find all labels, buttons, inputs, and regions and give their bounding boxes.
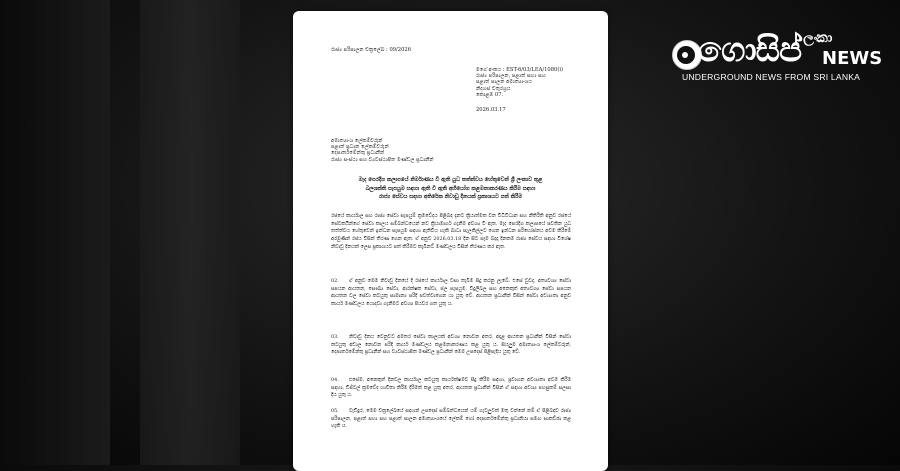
paragraph-3 <box>331 334 571 357</box>
paragraph-4 <box>331 377 571 400</box>
paragraph-number: 02. <box>331 278 339 284</box>
document-title <box>328 176 573 202</box>
paragraph-text: ඒ අනුව මෙම නිවාඩු දිනයේ දී රජයේ කාර්යාල වසා තැබීම සිදු කරනු ලැබේ. එසේ වුවද, අත්‍යවශ්‍ය සේවා සපයන ආයතන, සෞඛ්‍ය සේවා, ආරක්ෂක සේවා, ජල සැපයුම, විදුලිබල සහ අනෙකුත් අත්‍යවශ්‍ය සේවා සපයන ආයතන වල සේවා කටයුතු සාමාන්‍ය පරිදි පවත්වාගෙන යා යුතු වේ. ආයතන ප්‍රධානීන් විසින් සේවා අවශ්‍යතා අනුව කාර්ය මණ්ඩලය යොදවා ගැනීමට අවශ්‍ය පියවර ගත යුතු ය. <box>331 278 571 308</box>
paragraph-number: 04. <box>331 377 339 383</box>
addressee-block <box>331 138 434 163</box>
addressee-line: දෙපාර්තමේන්තු ප්‍රධානීන් <box>331 150 385 157</box>
paragraph-text: නිවාඩු දිනය වෙනුවට අමතර සේවා කාලයක් අවශ්‍ය නොවන අතර, අදාළ ආයතන ප්‍රධානීන් විසින් සේවා කටයුතු අඩාල නොවන පරිදි කාර්ය මණ්ඩලය කළමනාකරණය කළ යුතු ය. සියලුම අමාත්‍යාංශ ලේකම්වරුන්, දෙපාර්තමේන්තු ප්‍රධානීන් සහ ව්‍යවස්ථාපිත මණ්ඩල ප්‍රධානීන් මෙම උපදෙස් පිළිපැදිය යුතු වේ. <box>331 334 571 356</box>
paragraph-text: වැඩිදුර, මෙම චක්‍රලේඛයේ සඳහන් උපදෙස් සම්බන්ධයෙන් යම් ගැටලුවක් මතු වන්නේ නම් ඒ පිළිබඳව රාජ්‍ය පරිපාලන, පළාත් සභා සහ පළාත් පාලන අමාත්‍යාංශයේ ලේකම් හෝ දෙපාර්තමේන්තු ප්‍රධානියා සමඟ සාකච්ඡා කළ හැකි ය. <box>331 408 571 430</box>
document-date: 2026.03.17 <box>476 107 506 114</box>
reference-line: රාජ්‍ය පරිපාලන, පළාත් සභා සහ <box>476 73 546 80</box>
paragraph-number: 05. <box>331 408 339 414</box>
reference-line: නිදහස් චතුරශ්‍රය <box>476 85 511 92</box>
logo-news-text: NEWS <box>822 48 883 69</box>
addressee-line: අමාත්‍යාංශ ලේකම්වරුන් <box>331 138 383 144</box>
logo-sinhala-text: ගොසිප් <box>698 30 802 70</box>
addressee-line: පළාත් ප්‍රධාන ලේකම්වරුන් <box>331 144 389 151</box>
circular-number: රාජ්‍ය පරිපාලන චක්‍රලේඛ : 09/2026 <box>331 47 412 53</box>
title-line: රාජ්‍ය සේවය සඳහා අතිරේක නිවාඩු දිනයක් ප්‍රකාශයට පත් කිරීම <box>378 194 523 200</box>
paragraph-1 <box>331 213 571 252</box>
paragraph-5 <box>331 408 571 431</box>
logo-wordmark <box>698 30 831 70</box>
reference-block <box>476 67 563 113</box>
paragraph-2 <box>331 278 571 309</box>
paragraph-text: එසේම, අනෙකුත් දිනවල කාර්යාල කටයුතු කාර්යක්ෂමව සිදු කිරීම සඳහා, ප්‍රවාහන අවශ්‍යතා අවම කිරීම සඳහා, ඩිජිටල් ක්‍රමවේද භාවිතා කිරීම දිරිමත් කළ යුතු අතර, ආයතන ප්‍රධානීන් විසින් ඒ සඳහා අවශ්‍ය පහසුකම් සලසා දිය යුතු ය. <box>331 377 571 399</box>
reference-line: මගේ අංකය : EST-6/03/LEA/1080(i) <box>476 67 564 73</box>
addressee-line: රාජ්‍ය සංස්ථා සහ ව්‍යවස්ථාපිත මණ්ඩල ප්‍රධානීන් <box>331 156 434 163</box>
circular-document <box>293 11 608 471</box>
logo-tagline: UNDERGROUND NEWS FROM SRI LANKA <box>682 72 861 82</box>
logo-lanka-text: ලංකා <box>803 30 832 46</box>
paragraph-number: 03. <box>331 334 339 340</box>
site-logo[interactable] <box>672 30 883 85</box>
title-line: බලශක්ති සැපයුම සඳහා ඇති වී ඇති අභියෝග කළමනාකරණය කිරීම සඳහා <box>365 185 536 192</box>
reference-line: පළාත් පාලන අමාත්‍යාංශය <box>476 79 532 86</box>
background-band-left <box>0 0 110 465</box>
paragraph-text: රජයේ කාර්යාල සහ රාජ්‍ය සේවා සැපයුම් ක්‍රමවේදය පිළිබඳ දැනට ක්‍රියාත්මක වන විධිවිධාන සහ නීතිරීති අනුව රජයේ සේවකයින්ගේ සේවා කාලය සම්බන්ධයෙන් නව ක්‍රියාමාර්ග ගැනීම අවශ්‍ය වී ඇත. මැද පෙරදිග කලාපයේ පවතින යුධ තත්ත්වය හේතුවෙන් ඉන්ධන සැපයුම සඳහා ඇතිවිය හැකි බාධා සැලකිල්ලට ගෙන ඉන්ධන පරිභෝජනය අවම කිරීමේ අරමුණින් රජය විසින් තීරණ ගෙන ඇත. ඒ අනුව 2026.03.18 දින සිට සෑම බදාදා දිනකම රාජ්‍ය සේවය සඳහා විශේෂ නිවාඩු දිනයක් ලෙස ප්‍රකාශයට පත් කිරීමට කැබිනට් මණ්ඩලය විසින් තීරණය කර ඇත. <box>331 213 571 250</box>
reference-line: කොළඹ 07. <box>476 91 504 98</box>
title-line: මැද පෙරදිග කලාපයේ නිර්මාණය වී ඇති යුධ තත්ත්වය හේතුවෙන් ශ්‍රී ලංකාව තුළ <box>358 177 543 183</box>
background-band-mid <box>140 0 240 465</box>
